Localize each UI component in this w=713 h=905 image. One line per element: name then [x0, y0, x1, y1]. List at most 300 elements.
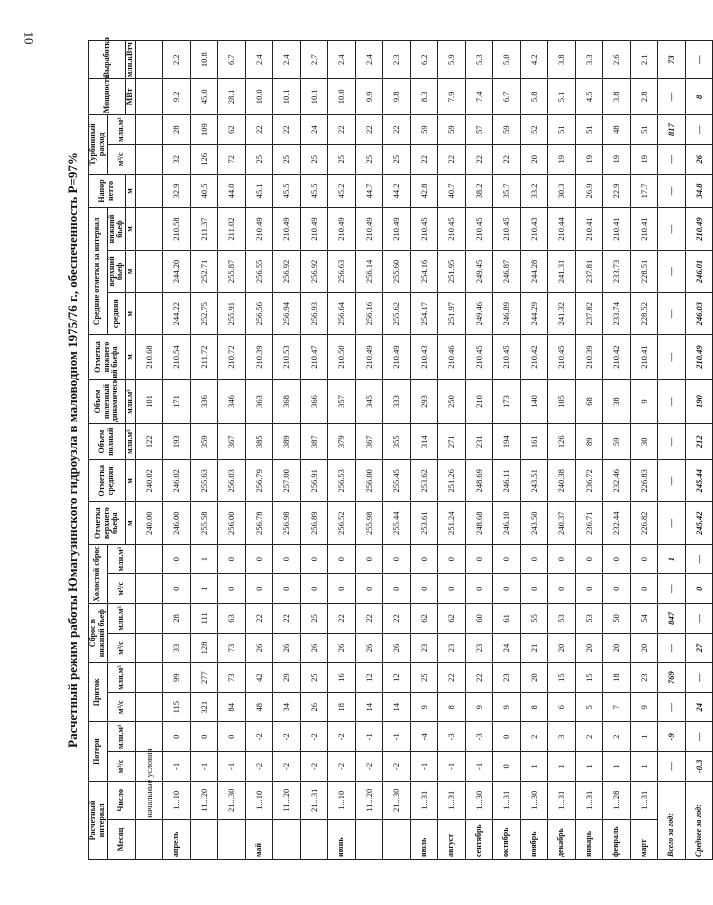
- table-cell: 20: [603, 633, 631, 663]
- table-cell: 210.45: [410, 208, 438, 250]
- table-cell: 6.2: [410, 41, 438, 79]
- table-cell: 84: [218, 692, 246, 722]
- header-avg-level: Отметка средняя: [89, 460, 126, 502]
- table-cell: 210.43: [520, 208, 548, 250]
- table-cell: 17.7: [630, 174, 658, 208]
- table-cell: 7.9: [438, 79, 466, 115]
- table-cell: 3.8: [548, 41, 576, 79]
- table-cell: 25: [300, 604, 328, 634]
- table-cell: -3: [438, 722, 466, 752]
- table-cell: 32.9: [163, 174, 191, 208]
- table-cell: 48: [603, 115, 631, 145]
- table-cell: 0: [493, 752, 521, 782]
- table-cell: 20: [548, 633, 576, 663]
- table-cell: 126: [190, 144, 218, 174]
- table-cell: 0: [575, 544, 603, 574]
- header-turbine-flow: Турбинный расход: [89, 115, 108, 174]
- table-cell: 210.44: [548, 208, 576, 250]
- table-cell: 256.16: [355, 293, 383, 335]
- table-cell: 210.41: [603, 208, 631, 250]
- table-cell: 1: [575, 752, 603, 782]
- table-cell: 8: [438, 692, 466, 722]
- table-cell: 50: [603, 604, 631, 634]
- table-cell: 228.51: [630, 250, 658, 292]
- table-cell: 2: [575, 722, 603, 752]
- table-cell: 246.89: [493, 293, 521, 335]
- table-cell: 210.49: [355, 208, 383, 250]
- table-cell: 210.43: [410, 335, 438, 379]
- table-cell: 2.3: [383, 41, 411, 79]
- row-month: Всего за год:: [658, 781, 686, 859]
- table-cell: 33: [163, 633, 191, 663]
- table-cell: 210.45: [548, 335, 576, 379]
- table-cell: -2: [355, 752, 383, 782]
- table-cell: 210.49: [300, 208, 328, 250]
- header-avg-marks-avg: средняя: [107, 293, 126, 335]
- table-cell: 5.9: [438, 41, 466, 79]
- table-cell: 5.1: [548, 79, 576, 115]
- table-cell: 6: [548, 692, 576, 722]
- table-cell: 228.52: [630, 293, 658, 335]
- table-cell: 109: [190, 115, 218, 145]
- table-cell: 333: [383, 379, 411, 423]
- table-cell: 38: [603, 379, 631, 423]
- table-cell: 256.55: [245, 250, 273, 292]
- table-cell: 211.37: [190, 208, 218, 250]
- table-cell: 23: [438, 633, 466, 663]
- table-cell: 255.45: [383, 460, 411, 502]
- table-cell: 44.7: [355, 174, 383, 208]
- table-cell: 0: [273, 544, 301, 574]
- table-cell: —: [658, 144, 686, 174]
- table-cell: 0: [328, 574, 356, 604]
- table-cell: 115: [163, 692, 191, 722]
- table-cell: 32: [163, 144, 191, 174]
- table-cell: 359: [190, 424, 218, 460]
- table-cell: -3: [465, 722, 493, 752]
- header-day: Число: [107, 781, 135, 819]
- row-month: ноябрь: [520, 819, 548, 859]
- table-cell: 2.4: [328, 41, 356, 79]
- table-cell: 60: [465, 604, 493, 634]
- table-cell: 4.5: [575, 79, 603, 115]
- table-cell: 246.01: [685, 250, 713, 292]
- table-cell: 256.14: [355, 250, 383, 292]
- table-cell: 210.72: [218, 335, 246, 379]
- table-cell: 248.68: [465, 502, 493, 544]
- table-cell: 1: [548, 752, 576, 782]
- row-interval: 11...20: [190, 781, 218, 819]
- table-cell: 246.87: [493, 250, 521, 292]
- table-cell: 30: [630, 424, 658, 460]
- table-cell: 0: [410, 544, 438, 574]
- table-cell: 62: [438, 604, 466, 634]
- unit-cell: м³/с: [107, 574, 135, 604]
- table-cell: -1: [410, 752, 438, 782]
- table-cell: 1: [190, 544, 218, 574]
- row-month: июнь: [328, 819, 356, 859]
- unit-cell: млн.кВтч: [125, 42, 135, 78]
- table-cell: 250: [438, 379, 466, 423]
- unit-cell: МВт: [126, 79, 136, 115]
- table-cell: -1: [163, 752, 191, 782]
- row-month: [300, 819, 328, 859]
- table-cell: 26: [245, 633, 273, 663]
- row-interval: 1...31: [630, 781, 658, 819]
- table-cell: 2: [520, 722, 548, 752]
- row-month: май: [245, 819, 273, 859]
- table-cell: -1: [438, 752, 466, 782]
- table-cell: —: [658, 424, 686, 460]
- table-cell: 22: [273, 604, 301, 634]
- table-cell: 40.5: [190, 174, 218, 208]
- table-cell: 9: [465, 692, 493, 722]
- table-cell: 24: [493, 633, 521, 663]
- table-cell: 0: [245, 544, 273, 574]
- row-month: [135, 819, 163, 859]
- table-row: [603, 41, 631, 860]
- unit-cell: м: [126, 460, 136, 502]
- unit-cell: м: [126, 293, 136, 335]
- table-cell: 367: [355, 424, 383, 460]
- table-cell: 253.62: [410, 460, 438, 502]
- table-cell: 211.72: [190, 335, 218, 379]
- row-interval: 11...20: [273, 781, 301, 819]
- table-cell: 251.95: [438, 250, 466, 292]
- table-cell: 0: [355, 574, 383, 604]
- table-cell: 256.52: [328, 502, 356, 544]
- table-cell: 244.29: [520, 293, 548, 335]
- table-cell: 210: [465, 379, 493, 423]
- table-cell: 19: [603, 144, 631, 174]
- table-cell: 237.82: [575, 293, 603, 335]
- table-cell: 140: [520, 379, 548, 423]
- table-cell: 45.0: [190, 79, 218, 115]
- row-interval: 1...31: [493, 781, 521, 819]
- table-cell: 211.02: [218, 208, 246, 250]
- table-cell: 246.03: [685, 293, 713, 335]
- table-cell: 122: [135, 424, 163, 460]
- table-cell: 44.2: [383, 174, 411, 208]
- table-cell: 7: [603, 692, 631, 722]
- table-cell: 63: [218, 604, 246, 634]
- row-interval: 21...31: [300, 781, 328, 819]
- row-interval: 1...30: [465, 781, 493, 819]
- row-month: сентябрь: [465, 819, 493, 859]
- table-cell: 253.61: [410, 502, 438, 544]
- table-cell: 256.91: [300, 460, 328, 502]
- table-cell: 0: [438, 574, 466, 604]
- table-cell: 210.45: [465, 335, 493, 379]
- table-cell: 22: [245, 115, 273, 145]
- table-cell: 257.00: [273, 460, 301, 502]
- header-full-volume: Объем полный: [89, 424, 126, 460]
- table-cell: 1: [603, 752, 631, 782]
- table-cell: 241.31: [548, 250, 576, 292]
- table-cell: 210.41: [630, 208, 658, 250]
- row-interval: 11...20: [355, 781, 383, 819]
- table-cell: 4.2: [520, 41, 548, 79]
- table-cell: 817: [658, 115, 686, 145]
- table-cell: 62: [410, 604, 438, 634]
- table-cell: 12: [383, 663, 411, 693]
- table-cell: 23: [410, 633, 438, 663]
- table-cell: 256.92: [273, 250, 301, 292]
- table-cell: 25: [273, 144, 301, 174]
- table-cell: 18: [328, 692, 356, 722]
- table-cell: 385: [245, 424, 273, 460]
- table-cell: 293: [410, 379, 438, 423]
- table-cell: 42: [245, 663, 273, 693]
- table-cell: 22: [383, 115, 411, 145]
- table-cell: 210.39: [575, 335, 603, 379]
- table-cell: 246.00: [163, 502, 191, 544]
- table-cell: 256.98: [273, 502, 301, 544]
- table-cell: 9: [410, 692, 438, 722]
- row-interval: 1...31: [410, 781, 438, 819]
- table-cell: 99: [163, 663, 191, 693]
- table-cell: 28.1: [218, 79, 246, 115]
- table-cell: 236.71: [575, 502, 603, 544]
- table-cell: 0: [685, 574, 713, 604]
- table-cell: 51: [548, 115, 576, 145]
- table-cell: 29: [273, 663, 301, 693]
- table-cell: 248.69: [465, 460, 493, 502]
- table-cell: [135, 174, 163, 208]
- table-cell: 0: [328, 544, 356, 574]
- table-cell: 26: [328, 633, 356, 663]
- table-cell: -0.3: [685, 752, 713, 782]
- table-cell: [135, 663, 163, 693]
- row-interval: 1...31: [438, 781, 466, 819]
- table-cell: 25: [355, 144, 383, 174]
- table-row: [245, 41, 273, 860]
- table-cell: 0: [438, 544, 466, 574]
- table-cell: —: [685, 722, 713, 752]
- table-cell: 89: [575, 424, 603, 460]
- table-cell: 23: [630, 663, 658, 693]
- table-cell: -1: [465, 752, 493, 782]
- table-cell: 271: [438, 424, 466, 460]
- table-cell: 5.0: [493, 41, 521, 79]
- table-cell: 226.83: [630, 460, 658, 502]
- unit-cell: м³/с: [107, 633, 135, 663]
- table-cell: [135, 604, 163, 634]
- table-cell: 22: [383, 604, 411, 634]
- table-cell: 22: [465, 144, 493, 174]
- table-cell: 22: [438, 663, 466, 693]
- table-cell: 21: [520, 633, 548, 663]
- table-cell: 34.8: [685, 174, 713, 208]
- table-cell: 61: [493, 604, 521, 634]
- table-cell: 321: [190, 692, 218, 722]
- table-cell: 9.2: [163, 79, 191, 115]
- table-cell: 244.28: [520, 250, 548, 292]
- table-cell: —: [658, 460, 686, 502]
- table-cell: -2: [383, 752, 411, 782]
- table-cell: 59: [603, 424, 631, 460]
- table-row: [438, 41, 466, 860]
- table-row: [548, 41, 576, 860]
- table-cell: -1: [355, 722, 383, 752]
- table-cell: 210.68: [135, 335, 163, 379]
- header-useful-volume: Объем полезный динамический: [89, 379, 126, 423]
- row-interval: 1...31: [548, 781, 576, 819]
- table-cell: 210.41: [630, 335, 658, 379]
- table-cell: 210.45: [493, 208, 521, 250]
- table-cell: 2.6: [603, 41, 631, 79]
- table-cell: 53: [575, 604, 603, 634]
- table-row: [163, 41, 191, 860]
- table-cell: 12: [355, 663, 383, 693]
- table-cell: 10.1: [300, 79, 328, 115]
- table-cell: [135, 41, 163, 79]
- header-avg-marks-upper: верхний бьеф: [107, 250, 126, 292]
- row-month: февраль: [603, 819, 631, 859]
- table-cell: 226.82: [630, 502, 658, 544]
- unit-cell: м: [126, 250, 136, 292]
- table-cell: [135, 544, 163, 574]
- table-cell: 2.7: [300, 41, 328, 79]
- table-cell: 128: [190, 633, 218, 663]
- table-cell: 10.8: [190, 41, 218, 79]
- table-cell: 0: [493, 544, 521, 574]
- table-cell: 68: [575, 379, 603, 423]
- table-cell: 190: [685, 379, 713, 423]
- table-cell: 255.98: [355, 502, 383, 544]
- row-month: [218, 819, 246, 859]
- table-cell: 237.81: [575, 250, 603, 292]
- table-cell: 3.8: [603, 79, 631, 115]
- table-cell: 256.53: [328, 460, 356, 502]
- header-power: Мощность: [89, 79, 126, 115]
- table-cell: 256.94: [273, 293, 301, 335]
- table-cell: —: [685, 115, 713, 145]
- table-cell: 251.24: [438, 502, 466, 544]
- table-cell: 210.53: [273, 335, 301, 379]
- table-cell: 173: [493, 379, 521, 423]
- table-cell: 256.89: [300, 502, 328, 544]
- row-month: декабрь: [548, 819, 576, 859]
- table-cell: 363: [245, 379, 273, 423]
- table-cell: —: [685, 41, 713, 79]
- row-month: январь: [575, 819, 603, 859]
- table-row: [465, 41, 493, 860]
- header-interval: Расчетный интервал: [89, 781, 108, 859]
- header-output: Выработка: [89, 41, 126, 79]
- row-month: [273, 819, 301, 859]
- table-cell: 25: [328, 144, 356, 174]
- table-cell: 0: [520, 544, 548, 574]
- table-cell: 0: [603, 574, 631, 604]
- table-cell: 254.16: [410, 250, 438, 292]
- table-cell: 105: [548, 379, 576, 423]
- table-cell: 0: [603, 544, 631, 574]
- table-cell: 0: [520, 574, 548, 604]
- table-cell: 240.00: [135, 502, 163, 544]
- row-interval: 1...10: [245, 781, 273, 819]
- table-cell: 231: [465, 424, 493, 460]
- table-cell: 0: [163, 544, 191, 574]
- table-cell: 42.8: [410, 174, 438, 208]
- table-cell: 126: [548, 424, 576, 460]
- table-cell: —: [685, 544, 713, 574]
- header-discharge-lower: Сброс в нижний бьеф: [89, 604, 108, 663]
- table-cell: 210.49: [383, 208, 411, 250]
- table-cell: 2.4: [355, 41, 383, 79]
- table-row: [355, 41, 383, 860]
- table-cell: 0: [630, 574, 658, 604]
- table-cell: 9: [630, 692, 658, 722]
- table-cell: —: [658, 293, 686, 335]
- table-cell: 9.9: [355, 79, 383, 115]
- table-cell: 389: [273, 424, 301, 460]
- table-cell: -2: [245, 722, 273, 752]
- table-cell: 0: [465, 574, 493, 604]
- table-cell: 9.8: [383, 79, 411, 115]
- table-cell: 23: [493, 663, 521, 693]
- table-cell: 232.46: [603, 460, 631, 502]
- table-cell: 0: [465, 544, 493, 574]
- table-cell: 55: [520, 604, 548, 634]
- table-cell: 0: [273, 574, 301, 604]
- table-cell: 5.3: [465, 41, 493, 79]
- table-cell: 210.49: [245, 208, 273, 250]
- table-cell: 245.44: [685, 460, 713, 502]
- table-cell: 6.7: [218, 41, 246, 79]
- table-cell: 255.62: [383, 293, 411, 335]
- table-cell: 20: [520, 663, 548, 693]
- table-cell: 379: [328, 424, 356, 460]
- table-cell: 367: [218, 424, 246, 460]
- page-title: Расчетный режим работы Юмагузинского гидроузла в маловодном 1975/76 г., обеспеченность Р=97%: [65, 152, 80, 748]
- table-cell: 0: [548, 544, 576, 574]
- table-row: [190, 41, 218, 860]
- row-month: апрель: [163, 819, 191, 859]
- table-cell: 161: [520, 424, 548, 460]
- table-cell: 10.0: [328, 79, 356, 115]
- table-cell: -1: [383, 722, 411, 752]
- table-cell: 255.87: [218, 250, 246, 292]
- table-cell: 26.9: [575, 174, 603, 208]
- table-cell: 243.50: [520, 502, 548, 544]
- table-cell: 14: [383, 692, 411, 722]
- row-interval: 1...30: [520, 781, 548, 819]
- table-row: [218, 41, 246, 860]
- table-cell: 73: [218, 633, 246, 663]
- table-row: [658, 41, 686, 860]
- table-row: [383, 41, 411, 860]
- header-lower-level: Отметка нижнего бьефа: [89, 335, 126, 379]
- table-cell: 368: [273, 379, 301, 423]
- table-cell: 73: [218, 663, 246, 693]
- table-cell: 34: [273, 692, 301, 722]
- table-cell: 233.73: [603, 250, 631, 292]
- unit-cell: млн.м³: [107, 604, 135, 634]
- table-cell: -1: [218, 752, 246, 782]
- table-cell: 346: [218, 379, 246, 423]
- header-head: Напор нетто: [89, 174, 126, 208]
- row-month: [383, 819, 411, 859]
- table-cell: 355: [383, 424, 411, 460]
- table-cell: 0: [493, 574, 521, 604]
- table-cell: 111: [190, 604, 218, 634]
- table-cell: 233.74: [603, 293, 631, 335]
- table-cell: 210.45: [438, 208, 466, 250]
- table-cell: 22: [465, 663, 493, 693]
- table-cell: 26: [300, 692, 328, 722]
- table-cell: 171: [163, 379, 191, 423]
